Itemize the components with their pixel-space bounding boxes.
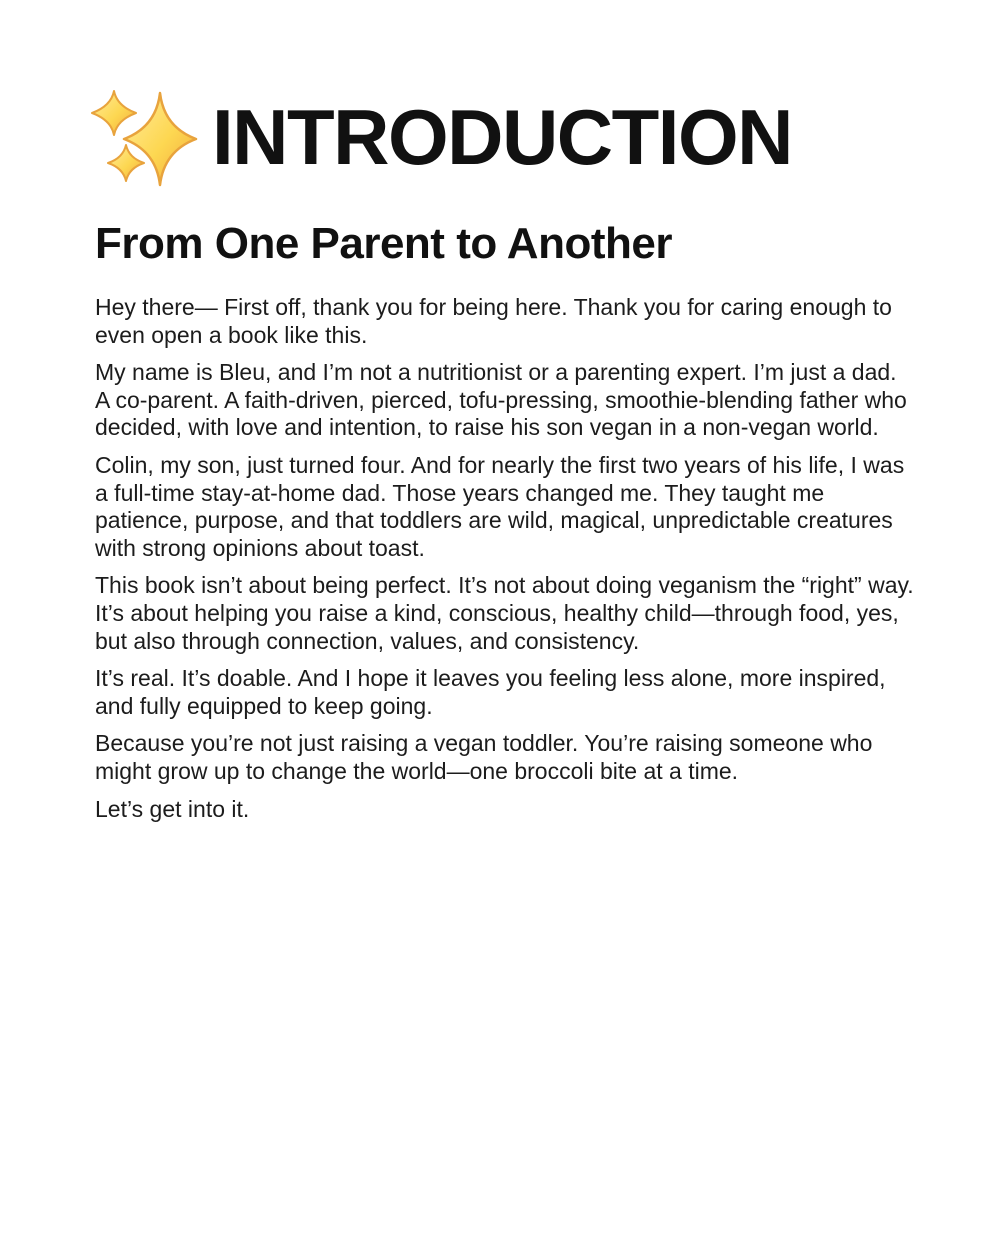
paragraph: Colin, my son, just turned four. And for nearly the first two years of his life, I was a full-time stay-at-home dad. Those years changed me. They taught me patience, purpose, and that toddlers are wild, magical, unpredictable creatures with strong opinions about toast. [95, 451, 905, 561]
paragraph: Hey there— First off, thank you for being here. Thank you for caring enough to even open a book like this. [95, 294, 892, 348]
sparkles-icon [88, 87, 198, 187]
paragraph: Because you’re not just raising a vegan toddler. You’re raising someone who might grow up to change the world—one broccoli bite at a time. [95, 730, 873, 784]
paragraph: It’s real. It’s doable. And I hope it leaves you feeling less alone, more inspired, and fully equipped to keep going. [95, 665, 886, 719]
chapter-title: INTRODUCTION [212, 93, 792, 181]
body-content [95, 294, 915, 823]
paragraph: My name is Bleu, and I’m not a nutritionist or a parenting expert. I’m just a dad. A co-parent. A faith-driven, pierced, tofu-pressing, smoothie-blending father who decided, with love and intention, to raise his son vegan in a non-vegan world. [95, 359, 907, 441]
chapter-header [88, 86, 1005, 188]
section-title: From One Parent to Another [95, 219, 672, 268]
paragraph: This book isn’t about being perfect. It’s not about doing veganism the “right” way. It’s about helping you raise a kind, conscious, healthy child—through food, yes, but also through connection, values, and consistency. [95, 572, 914, 654]
paragraph: Let’s get into it. [95, 795, 250, 822]
